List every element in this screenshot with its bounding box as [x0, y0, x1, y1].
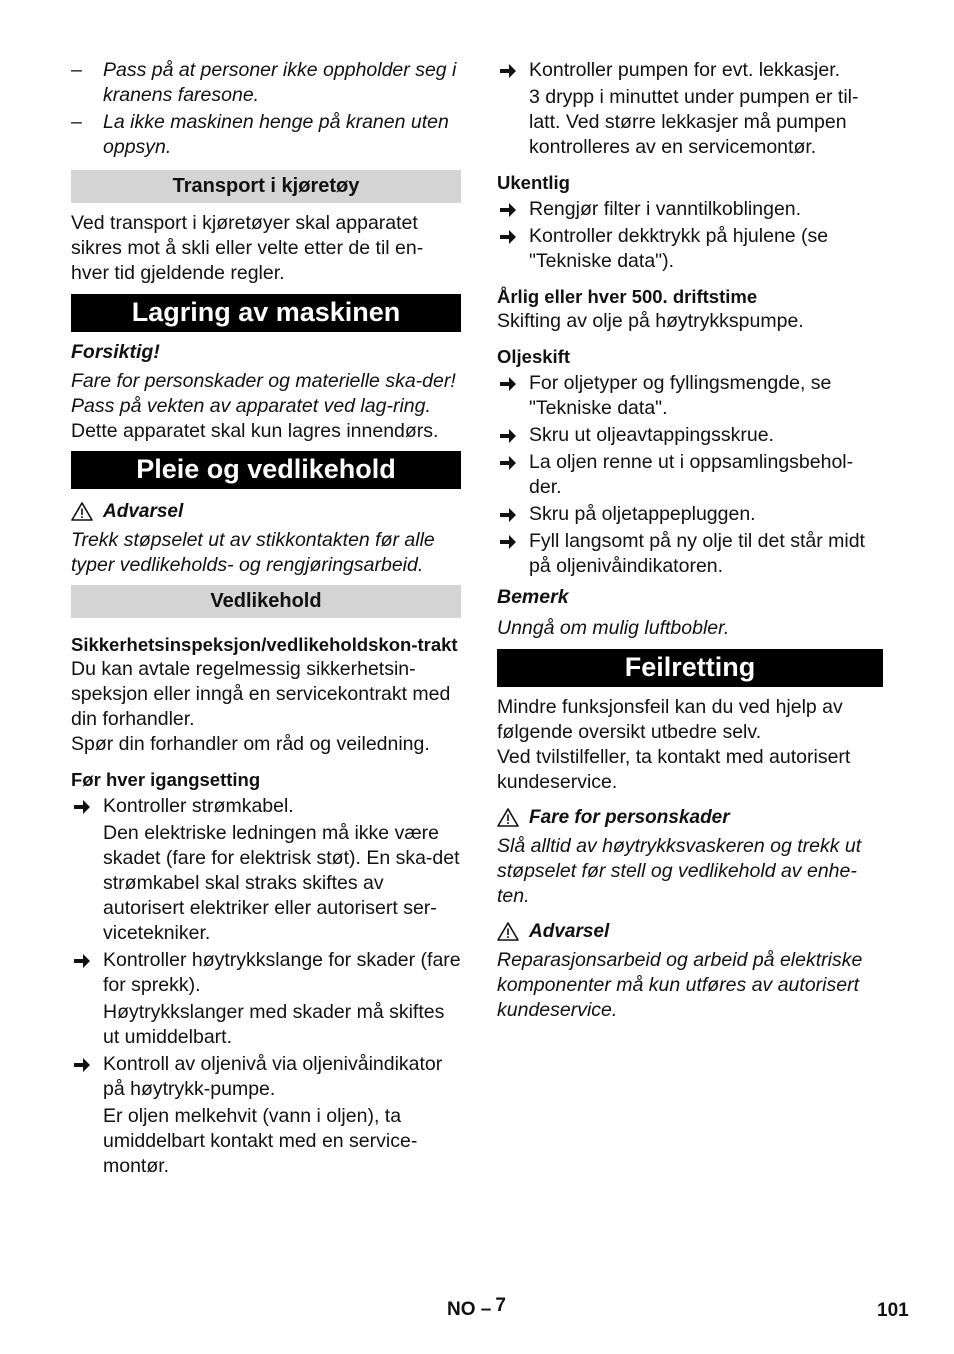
arrow-right-icon [499, 202, 517, 218]
caution-label: Forsiktig! [71, 341, 160, 363]
arrow-right-icon [499, 376, 517, 392]
check-item-text: Fyll langsomt på ny olje til det står midt på oljenivåindikatoren. [529, 530, 865, 577]
check-item [497, 450, 883, 500]
page-number: 101 [877, 1300, 909, 1321]
list-item-text: La ikke maskinen henge på kranen uten oppsyn. [103, 111, 449, 158]
dash-marker: – [71, 59, 82, 81]
danger-heading [497, 805, 883, 830]
check-item-text: Kontroller pumpen for evt. lekkasjer. [529, 59, 841, 81]
check-item-detail: Den elektriske ledningen må ikke være skadet (fare for elektrisk støt). En ska-det strømkabel skal straks skiftes av autorisert elektriker eller autorisert ser-vicetekniker. [103, 822, 460, 944]
transport-text: Ved transport i kjøretøyer skal apparatet sikres mot å skli eller velte etter de til en-hver tid gjeldende regler. [71, 212, 424, 284]
footer-sep: – [480, 1299, 492, 1320]
check-item [71, 948, 461, 998]
footer-section-page: 7 [495, 1295, 506, 1316]
warning-text: Trekk støpselet ut av stikkontakten før alle typer vedlikeholds- og rengjøringsarbeid. [71, 529, 435, 576]
warning-triangle-icon [497, 922, 519, 941]
footer-section-label [447, 1297, 506, 1322]
check-item-text: Rengjør filter i vanntilkoblingen. [529, 198, 802, 220]
check-item [497, 371, 883, 421]
oil-heading: Oljeskift [497, 346, 570, 367]
warning-label: Advarsel [529, 921, 610, 942]
check-item [497, 423, 883, 448]
check-item [497, 224, 883, 274]
note-text: Unngå om mulig luftbobler. [497, 617, 730, 639]
list-item [71, 58, 461, 108]
contract-heading: Sikkerhetsinspeksjon/vedlikeholdskon-trakt [71, 634, 458, 655]
warning-heading [497, 919, 883, 944]
check-item-detail: Høytrykkslanger med skader må skiftes ut umiddelbart. [103, 1001, 445, 1048]
check-item [497, 529, 883, 579]
arrow-right-icon [499, 229, 517, 245]
storage-text: Dette apparatet skal kun lagres innendørs. [71, 420, 439, 442]
before-start-heading: Før hver igangsetting [71, 769, 261, 790]
weekly-heading: Ukentlig [497, 172, 570, 193]
check-item-text: Kontroller strømkabel. [103, 795, 294, 817]
left-column [71, 58, 461, 1179]
list-item-text: Pass på at personer ikke oppholder seg i kranens faresone. [103, 59, 457, 106]
trouble-text: Mindre funksjonsfeil kan du ved hjelp av følgende oversikt utbedre selv. [497, 696, 843, 743]
warning-heading [71, 499, 461, 524]
check-item-text: Skru ut oljeavtappingsskrue. [529, 424, 774, 446]
storage-heading: Lagring av maskinen [71, 294, 461, 332]
caution-text: Fare for personskader og materielle ska-der! Pass på vekten av apparatet ved lag-ring. [71, 370, 456, 417]
check-item [71, 794, 461, 819]
yearly-heading: Årlig eller hver 500. driftstime [497, 286, 758, 307]
list-item [71, 110, 461, 160]
check-item-text: For oljetyper og fyllingsmengde, se "Tekniske data". [529, 372, 832, 419]
arrow-right-icon [499, 534, 517, 550]
arrow-right-icon [73, 799, 91, 815]
contract-text: Du kan avtale regelmessig sikkerhetsin-speksjon eller inngå en servicekontrakt med din forhandler. [71, 658, 451, 730]
arrow-right-icon [499, 455, 517, 471]
check-item-detail: 3 drypp i minuttet under pumpen er til-latt. Ved større lekkasjer må pumpen kontrolleres av en servicemontør. [529, 86, 859, 158]
arrow-right-icon [499, 507, 517, 523]
trouble-heading: Feilretting [497, 649, 883, 687]
arrow-right-icon [73, 1057, 91, 1073]
check-item-detail: Er oljen melkehvit (vann i oljen), ta umiddelbart kontakt med en service-montør. [103, 1105, 418, 1177]
check-item [497, 58, 883, 83]
note-label: Bemerk [497, 586, 569, 608]
warning-text: Reparasjonsarbeid og arbeid på elektriske komponenter må kun utføres av autorisert kundeservice. [497, 949, 863, 1021]
danger-text: Slå alltid av høytrykksvaskeren og trekk ut støpselet før stell og vedlikehold av enhe-ten. [497, 835, 862, 907]
check-item-text: Kontroller dekktrykk på hjulene (se "Tekniske data"). [529, 225, 829, 272]
check-item-text: Kontroll av oljenivå via oljenivåindikator på høytrykk-pumpe. [103, 1053, 443, 1100]
contract-text-2: Spør din forhandler om råd og veiledning. [71, 733, 430, 755]
right-column [497, 58, 883, 1023]
check-item-text: La oljen renne ut i oppsamlingsbehol-der. [529, 451, 854, 498]
warning-triangle-icon [71, 502, 93, 521]
maintenance-heading: Vedlikehold [71, 585, 461, 618]
arrow-right-icon [499, 63, 517, 79]
check-item-text: Kontroller høytrykkslange for skader (fare for sprekk). [103, 949, 461, 996]
check-item-text: Skru på oljetappepluggen. [529, 503, 756, 525]
care-heading: Pleie og vedlikehold [71, 451, 461, 489]
warning-triangle-icon [497, 808, 519, 827]
yearly-text: Skifting av olje på høytrykkspumpe. [497, 310, 804, 332]
transport-heading: Transport i kjøretøy [71, 170, 461, 203]
warning-label: Advarsel [103, 501, 184, 522]
footer-lang: NO [447, 1299, 476, 1320]
trouble-text-2: Ved tvilstilfeller, ta kontakt med autorisert kundeservice. [497, 746, 851, 793]
dash-marker: – [71, 111, 82, 133]
danger-label: Fare for personskader [529, 807, 730, 828]
check-item [497, 197, 883, 222]
arrow-right-icon [499, 428, 517, 444]
check-item [497, 502, 883, 527]
arrow-right-icon [73, 953, 91, 969]
check-item [71, 1052, 461, 1102]
